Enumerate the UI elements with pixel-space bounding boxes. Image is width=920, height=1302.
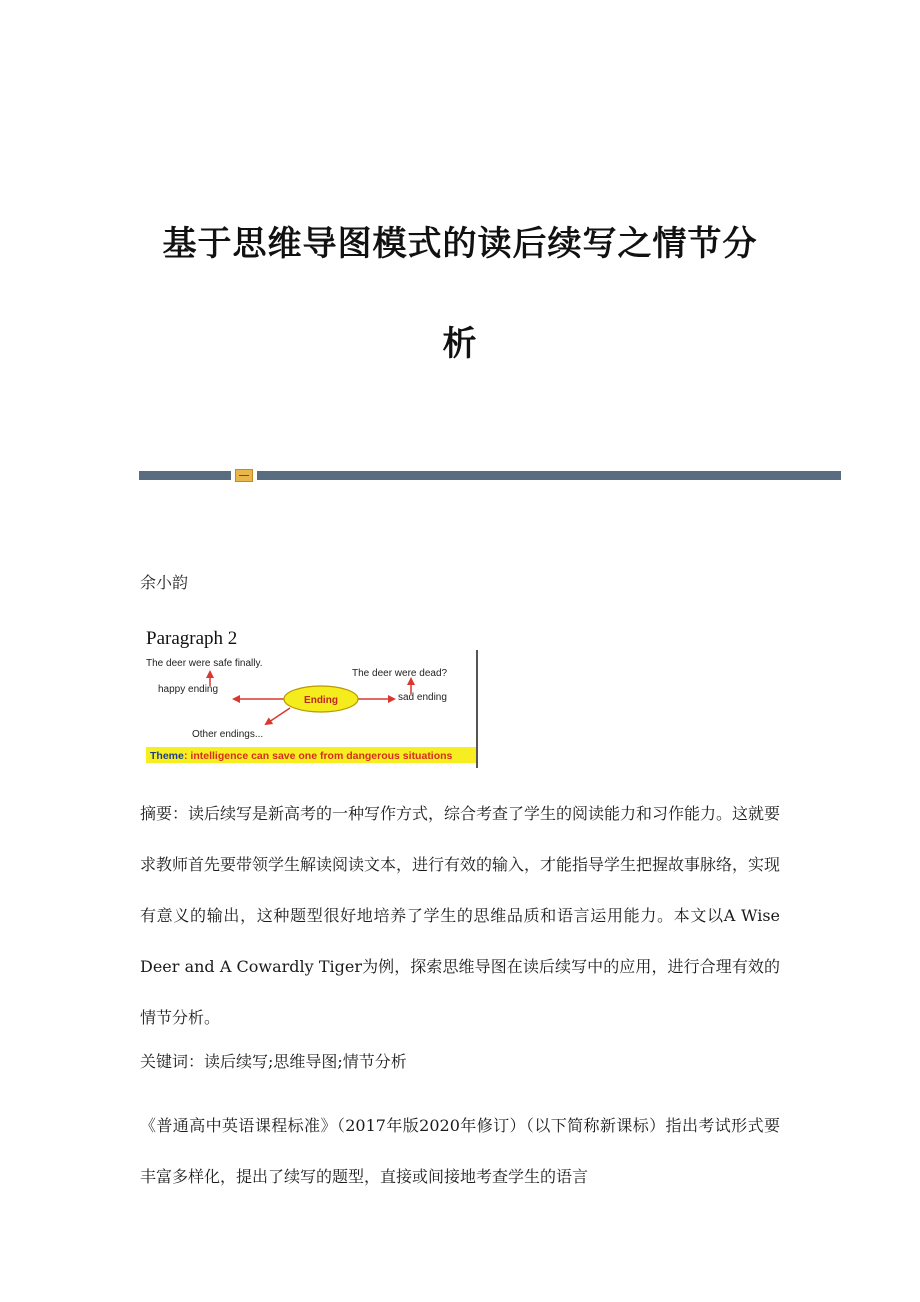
node-bottom-left: Other endings... [192,729,264,740]
arrow-down-left [266,708,290,724]
mind-map-figure [140,620,480,770]
node-top-right: The deer were dead? [352,668,448,679]
paper-title-line-1: 基于思维导图模式的读后续写之情节分 [162,224,758,264]
node-center: Ending [304,695,338,706]
figure-heading: Paragraph 2 [146,628,238,649]
title-divider [139,471,841,480]
author-name: 余小韵 [140,573,189,592]
node-left: happy ending [158,684,219,695]
paper-title-line-2: 析 [442,324,478,364]
theme-text: : intelligence can save one from dangerous situations [184,750,453,762]
abstract-paragraph: 摘要：读后续写是新高考的一种写作方式，综合考查了学生的阅读能力和习作能力。这就要求教师首先要带领学生解读阅读文本，进行有效的输入，才能指导学生把握故事脉络，实现有意义的输出，这种题型很好地培养了学生的思维品质和语言运用能力。本文以A Wise Deer and A Cowardly Tiger为例，探索思维导图在读后续写中的应用，进行合理有效的情节分析。 [140,804,781,1027]
node-right: sad ending [398,692,447,703]
theme-label: Theme [150,750,184,762]
divider-bar-right [257,471,841,480]
body-paragraph: 《普通高中英语课程标准》（2017年版2020年修订）（以下简称新课标）指出考试形式要丰富多样化，提出了续写的题型，直接或间接地考查学生的语言 [140,1116,780,1186]
keywords-line: 关键词：读后续写;思维导图;情节分析 [140,1052,407,1071]
divider-ornament-icon [235,469,253,482]
divider-bar-left [139,471,231,480]
node-top-left: The deer were safe finally. [146,658,263,669]
